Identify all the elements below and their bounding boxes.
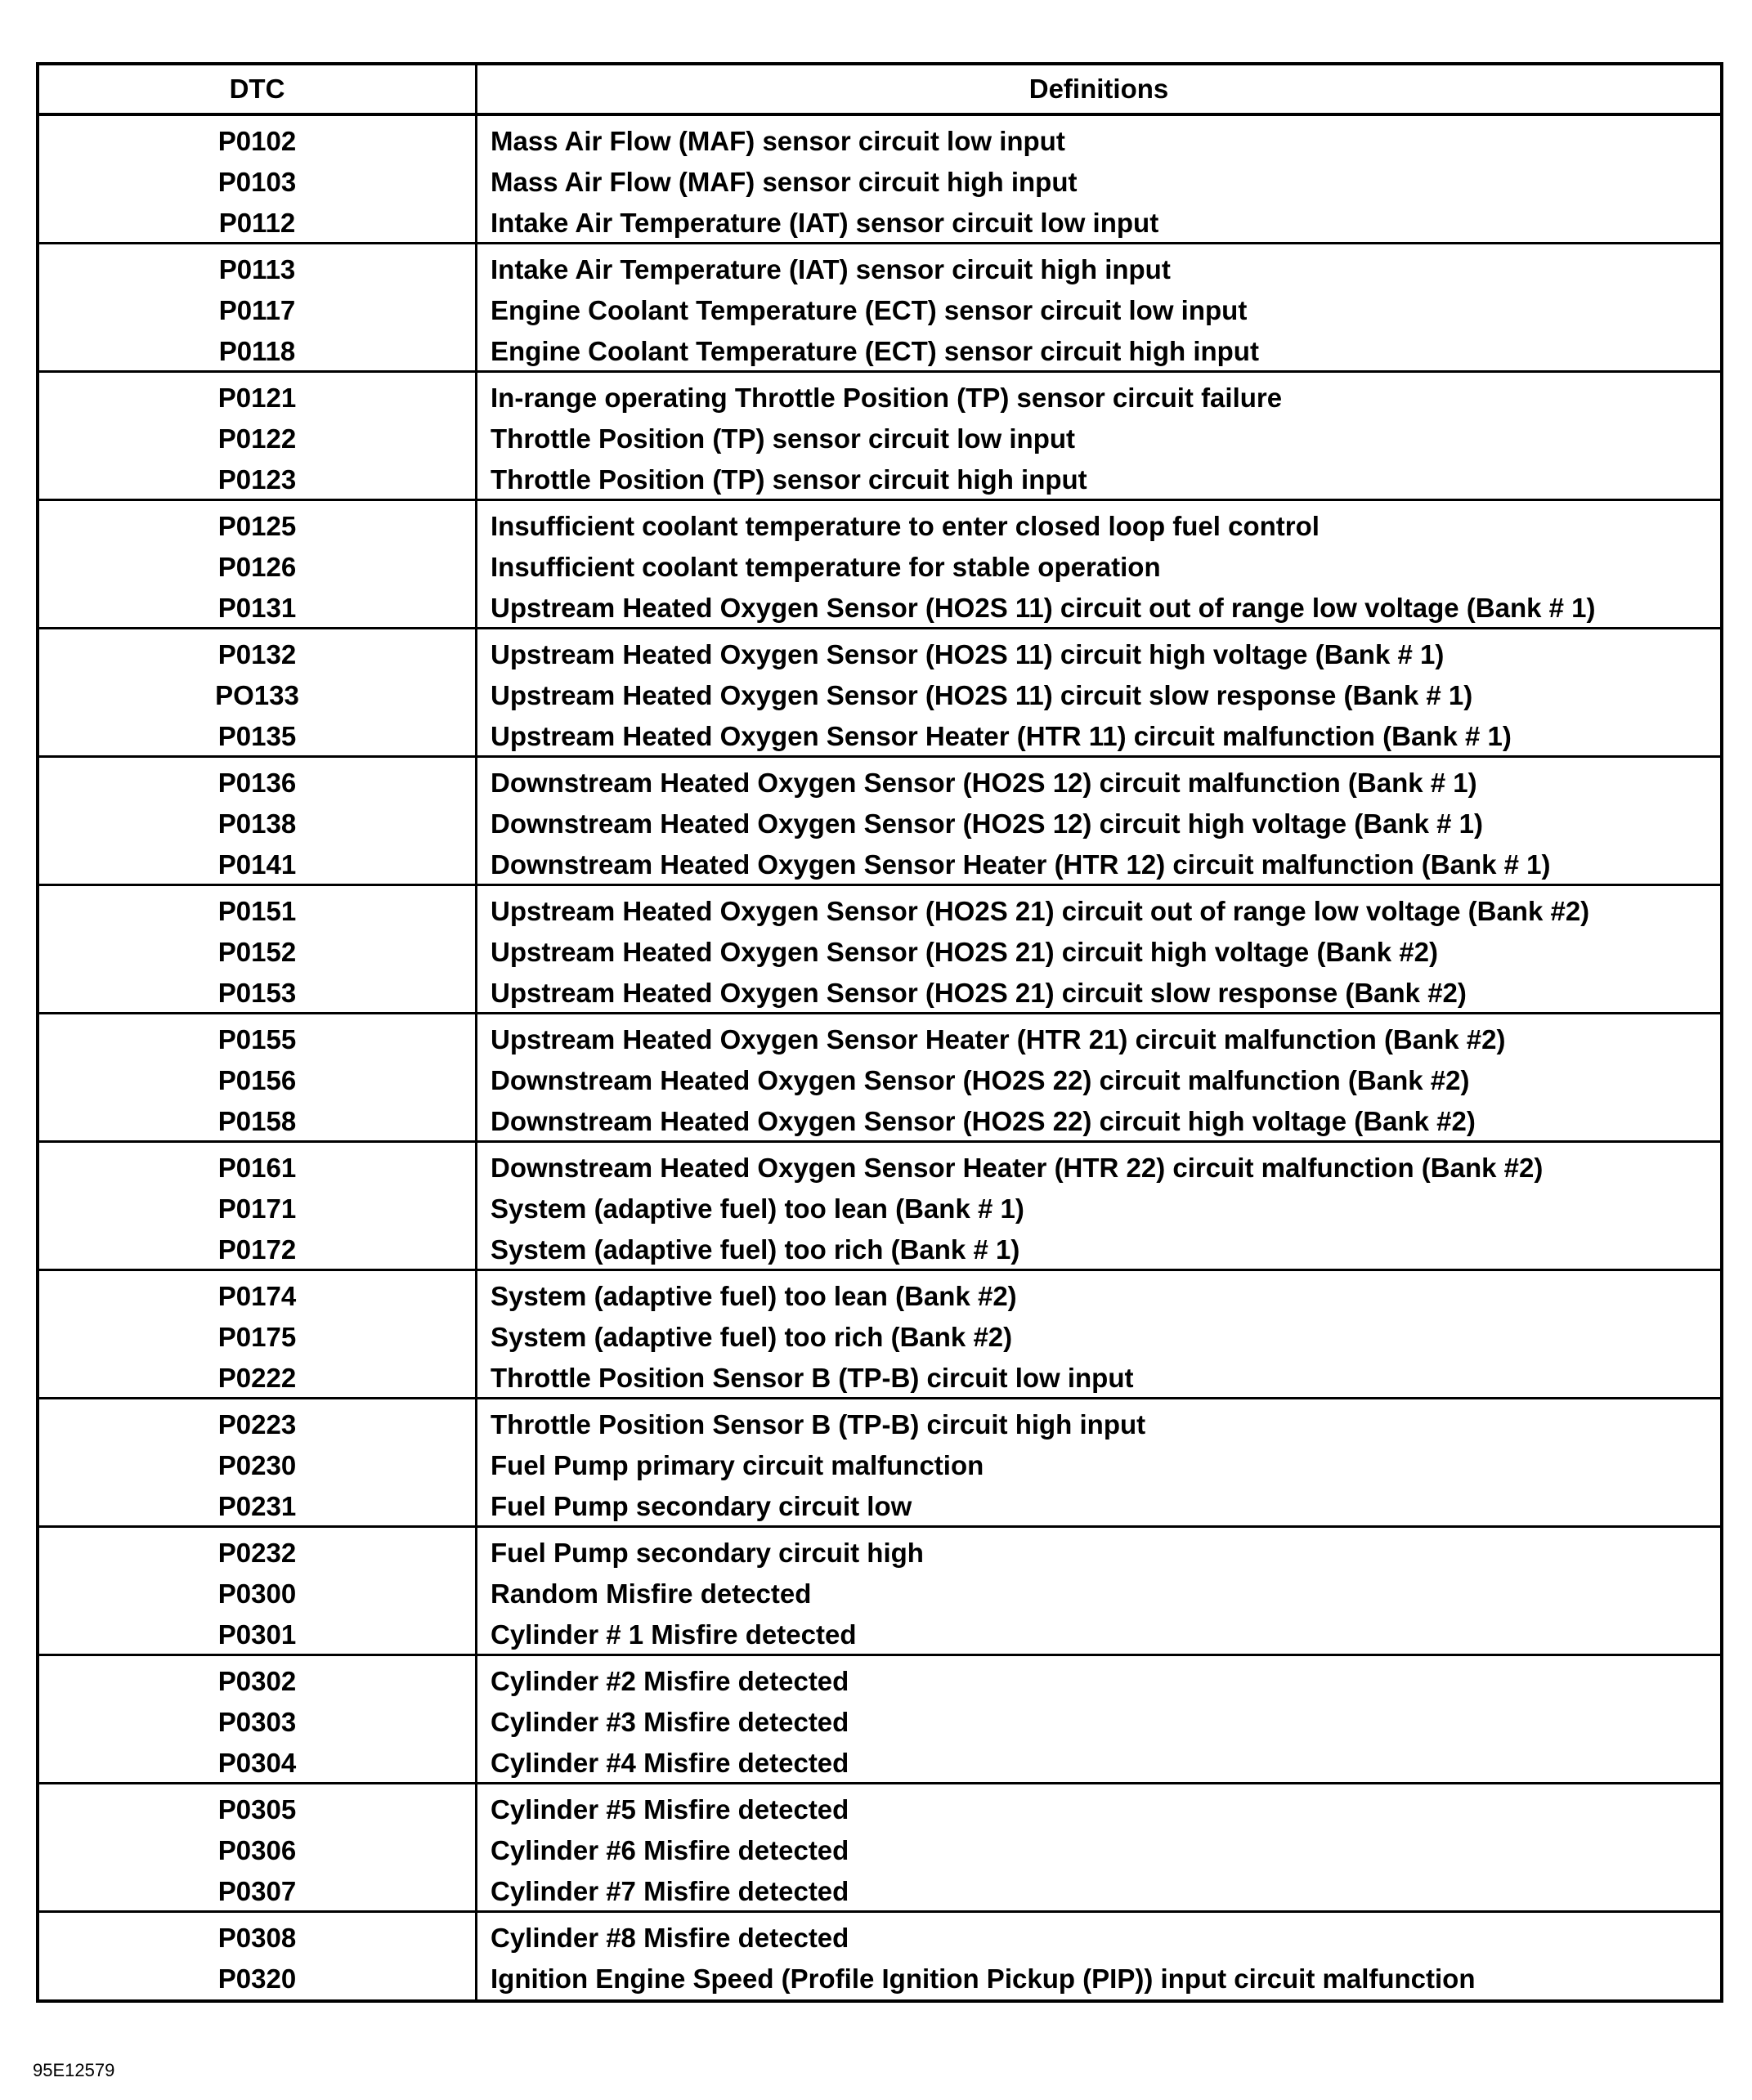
dtc-definition: System (adaptive fuel) too lean (Bank #2) xyxy=(491,1281,1017,1311)
definition-cell xyxy=(477,1913,1720,1999)
dtc-definition: Random Misfire detected xyxy=(491,1578,812,1609)
table-row-group xyxy=(39,1014,1720,1143)
dtc-code: P0305 xyxy=(217,1794,297,1825)
dtc-code: P0223 xyxy=(217,1409,297,1440)
dtc-cell xyxy=(39,886,477,1012)
dtc-cell xyxy=(39,501,477,627)
dtc-definition: System (adaptive fuel) too rich (Bank # 1) xyxy=(491,1234,1020,1265)
dtc-definition: Cylinder #8 Misfire detected xyxy=(491,1923,849,1953)
dtc-code: P0132 xyxy=(217,639,297,669)
dtc-code: P0102 xyxy=(217,126,297,156)
dtc-code: P0112 xyxy=(218,208,296,238)
dtc-definition: System (adaptive fuel) too rich (Bank #2) xyxy=(491,1322,1013,1352)
dtc-definition: In-range operating Throttle Position (TP) sensor circuit failure xyxy=(491,383,1283,413)
dtc-definition: Throttle Position (TP) sensor circuit low input xyxy=(491,423,1076,454)
dtc-code: P0304 xyxy=(217,1748,297,1778)
table-row-group xyxy=(39,1399,1720,1528)
dtc-cell xyxy=(39,629,477,755)
dtc-code: P0126 xyxy=(217,552,297,582)
dtc-cell xyxy=(39,116,477,242)
dtc-definition: Intake Air Temperature (IAT) sensor circuit low input xyxy=(491,208,1159,238)
dtc-code: P0231 xyxy=(217,1491,297,1521)
definition-cell xyxy=(477,501,1720,627)
dtc-code: P0158 xyxy=(217,1106,297,1136)
dtc-code: P0151 xyxy=(217,896,297,926)
dtc-cell xyxy=(39,244,477,370)
dtc-definition: Fuel Pump secondary circuit high xyxy=(491,1538,924,1568)
definition-cell xyxy=(477,1656,1720,1782)
dtc-code: P0138 xyxy=(217,808,297,839)
dtc-definition: Upstream Heated Oxygen Sensor (HO2S 21) circuit slow response (Bank #2) xyxy=(491,978,1467,1008)
dtc-definition: Downstream Heated Oxygen Sensor Heater (HTR 12) circuit malfunction (Bank # 1) xyxy=(491,849,1551,880)
dtc-code: P0232 xyxy=(217,1538,297,1568)
dtc-definition: Upstream Heated Oxygen Sensor Heater (HTR 21) circuit malfunction (Bank #2) xyxy=(491,1024,1506,1054)
dtc-code: P0161 xyxy=(217,1153,297,1183)
dtc-code: P0122 xyxy=(217,423,297,454)
dtc-definition: Insufficient coolant temperature to enter closed loop fuel control xyxy=(491,511,1320,541)
dtc-definition: Cylinder #4 Misfire detected xyxy=(491,1748,849,1778)
table-row-group xyxy=(39,629,1720,758)
dtc-cell xyxy=(39,1143,477,1269)
dtc-cell xyxy=(39,1271,477,1397)
table-row-group xyxy=(39,758,1720,886)
dtc-definition: Downstream Heated Oxygen Sensor (HO2S 12) circuit malfunction (Bank # 1) xyxy=(491,768,1477,798)
dtc-code: P0300 xyxy=(217,1578,297,1609)
dtc-definition: Cylinder # 1 Misfire detected xyxy=(491,1619,857,1650)
table-row-group xyxy=(39,1143,1720,1271)
header-dtc: DTC xyxy=(39,65,477,113)
dtc-code: P0118 xyxy=(218,336,296,366)
table-row-group xyxy=(39,1656,1720,1784)
dtc-code: P0222 xyxy=(217,1363,297,1393)
dtc-code: P0302 xyxy=(217,1666,297,1696)
dtc-code: P0136 xyxy=(217,768,297,798)
dtc-definition: Downstream Heated Oxygen Sensor (HO2S 22) circuit malfunction (Bank #2) xyxy=(491,1065,1470,1095)
table-row-group xyxy=(39,1528,1720,1656)
dtc-code: P0303 xyxy=(217,1707,297,1737)
dtc-definition: Cylinder #5 Misfire detected xyxy=(491,1794,849,1825)
definition-cell xyxy=(477,1014,1720,1140)
dtc-definition: Throttle Position Sensor B (TP-B) circuit high input xyxy=(491,1409,1146,1440)
dtc-definition: Upstream Heated Oxygen Sensor Heater (HTR 11) circuit malfunction (Bank # 1) xyxy=(491,721,1512,751)
dtc-code: P0123 xyxy=(217,464,297,495)
dtc-code: P0308 xyxy=(217,1923,297,1953)
dtc-definition: Mass Air Flow (MAF) sensor circuit low input xyxy=(491,126,1065,156)
dtc-cell xyxy=(39,1913,477,1999)
dtc-definition: Upstream Heated Oxygen Sensor (HO2S 11) circuit out of range low voltage (Bank # 1) xyxy=(491,593,1596,623)
dtc-code: P0121 xyxy=(217,383,297,413)
table-row-group xyxy=(39,886,1720,1014)
definition-cell xyxy=(477,1271,1720,1397)
dtc-cell xyxy=(39,758,477,884)
dtc-code: P0135 xyxy=(217,721,297,751)
definition-cell xyxy=(477,244,1720,370)
dtc-definition: Downstream Heated Oxygen Sensor (HO2S 12) circuit high voltage (Bank # 1) xyxy=(491,808,1483,839)
dtc-code: P0153 xyxy=(217,978,297,1008)
dtc-code: P0117 xyxy=(218,295,296,325)
dtc-code: P0155 xyxy=(217,1024,297,1054)
dtc-code: P0156 xyxy=(217,1065,297,1095)
dtc-code: P0171 xyxy=(217,1193,297,1224)
dtc-definition: Insufficient coolant temperature for stable operation xyxy=(491,552,1161,582)
dtc-code: P0175 xyxy=(217,1322,297,1352)
dtc-cell xyxy=(39,1784,477,1910)
table-row-group xyxy=(39,244,1720,373)
table-body xyxy=(39,116,1720,1999)
dtc-definition: Upstream Heated Oxygen Sensor (HO2S 11) circuit high voltage (Bank # 1) xyxy=(491,639,1445,669)
dtc-definition: Upstream Heated Oxygen Sensor (HO2S 21) circuit high voltage (Bank #2) xyxy=(491,937,1438,967)
dtc-code: P0320 xyxy=(217,1963,297,1994)
dtc-code: P0113 xyxy=(218,254,296,284)
definition-cell xyxy=(477,1143,1720,1269)
definition-cell xyxy=(477,116,1720,242)
dtc-definition: Throttle Position Sensor B (TP-B) circuit low input xyxy=(491,1363,1134,1393)
figure-id: 95E12579 xyxy=(33,2060,115,2080)
dtc-definition: Cylinder #6 Misfire detected xyxy=(491,1835,849,1865)
dtc-code: P0172 xyxy=(217,1234,297,1265)
table-row-group xyxy=(39,116,1720,244)
header-definitions: Definitions xyxy=(1028,74,1169,104)
dtc-cell xyxy=(39,1528,477,1654)
dtc-definition: Cylinder #3 Misfire detected xyxy=(491,1707,849,1737)
dtc-definition: Downstream Heated Oxygen Sensor (HO2S 22) circuit high voltage (Bank #2) xyxy=(491,1106,1476,1136)
dtc-code: P0141 xyxy=(217,849,297,880)
table-row-group xyxy=(39,501,1720,629)
dtc-definition: Ignition Engine Speed (Profile Ignition Pickup (PIP)) input circuit malfunction xyxy=(491,1963,1476,1994)
table-header-row xyxy=(39,65,1720,116)
definition-cell xyxy=(477,1784,1720,1910)
dtc-definition: Fuel Pump primary circuit malfunction xyxy=(491,1450,984,1480)
dtc-cell xyxy=(39,1656,477,1782)
dtc-code: P0131 xyxy=(217,593,297,623)
dtc-definition: Cylinder #7 Misfire detected xyxy=(491,1876,849,1906)
dtc-code: P0301 xyxy=(217,1619,297,1650)
dtc-code: P0103 xyxy=(217,167,297,197)
dtc-definition: Upstream Heated Oxygen Sensor (HO2S 21) circuit out of range low voltage (Bank #2) xyxy=(491,896,1590,926)
dtc-code: PO133 xyxy=(215,680,299,710)
dtc-definition: Engine Coolant Temperature (ECT) sensor circuit high input xyxy=(491,336,1259,366)
dtc-code: P0125 xyxy=(217,511,297,541)
dtc-definition: Engine Coolant Temperature (ECT) sensor circuit low input xyxy=(491,295,1248,325)
definition-cell xyxy=(477,886,1720,1012)
dtc-definition: System (adaptive fuel) too lean (Bank # 1) xyxy=(491,1193,1024,1224)
definition-cell xyxy=(477,758,1720,884)
definition-cell xyxy=(477,629,1720,755)
dtc-definitions-table xyxy=(36,62,1723,2003)
definition-cell xyxy=(477,1399,1720,1525)
dtc-code: P0306 xyxy=(217,1835,297,1865)
dtc-definition: Fuel Pump secondary circuit low xyxy=(491,1491,912,1521)
dtc-definition: Cylinder #2 Misfire detected xyxy=(491,1666,849,1696)
dtc-code: P0174 xyxy=(217,1281,297,1311)
dtc-definition: Intake Air Temperature (IAT) sensor circuit high input xyxy=(491,254,1171,284)
definition-cell xyxy=(477,1528,1720,1654)
table-row-group xyxy=(39,1784,1720,1913)
dtc-cell xyxy=(39,1014,477,1140)
table-row-group xyxy=(39,1913,1720,1999)
dtc-definition: Throttle Position (TP) sensor circuit high input xyxy=(491,464,1087,495)
dtc-code: P0152 xyxy=(217,937,297,967)
dtc-cell xyxy=(39,1399,477,1525)
definition-cell xyxy=(477,373,1720,499)
dtc-definition: Upstream Heated Oxygen Sensor (HO2S 11) circuit slow response (Bank # 1) xyxy=(491,680,1473,710)
table-row-group xyxy=(39,373,1720,501)
dtc-code: P0307 xyxy=(217,1876,297,1906)
table-row-group xyxy=(39,1271,1720,1399)
dtc-definition: Mass Air Flow (MAF) sensor circuit high input xyxy=(491,167,1078,197)
dtc-cell xyxy=(39,373,477,499)
dtc-definition: Downstream Heated Oxygen Sensor Heater (HTR 22) circuit malfunction (Bank #2) xyxy=(491,1153,1544,1183)
dtc-code: P0230 xyxy=(217,1450,297,1480)
